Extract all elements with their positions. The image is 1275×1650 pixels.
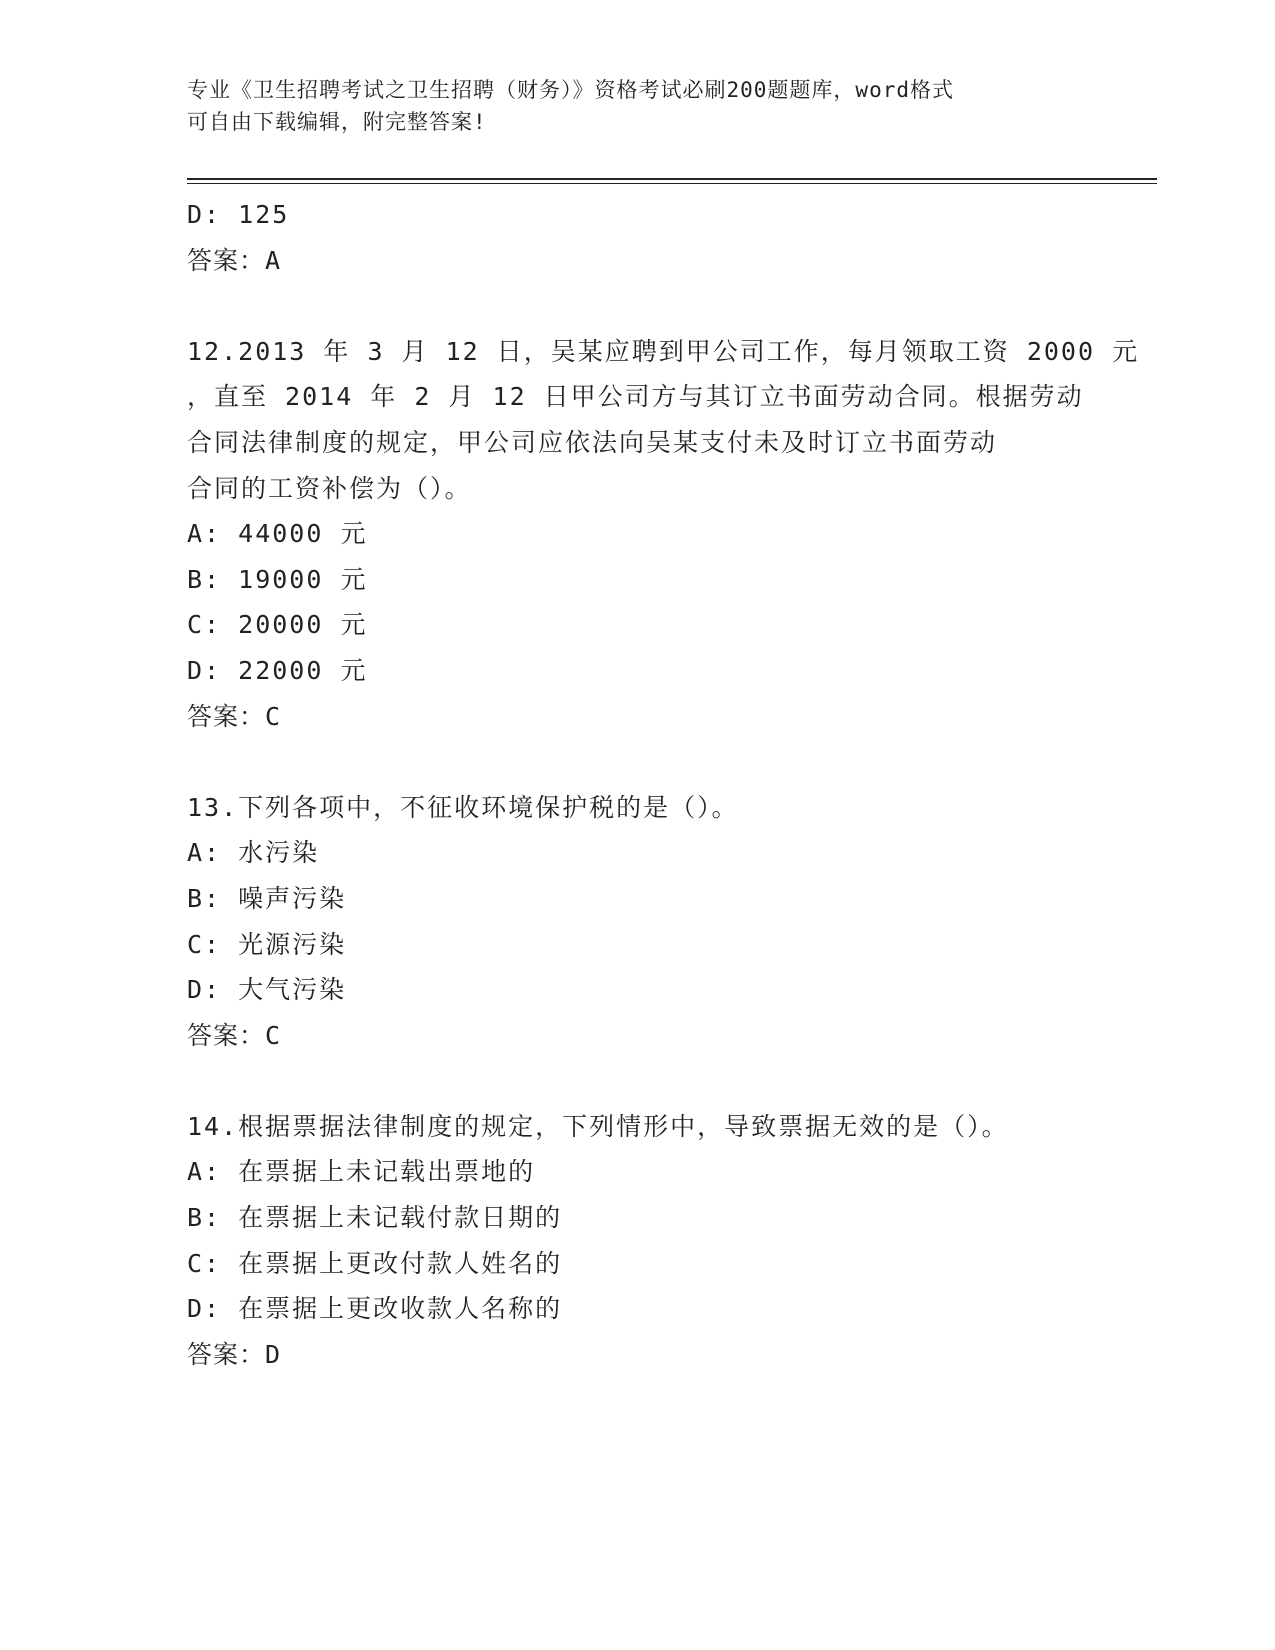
previous-question-tail	[187, 192, 1087, 283]
question-stem-line: ，直至 2014 年 2 月 12 日甲公司方与其订立书面劳动合同。根据劳动	[187, 382, 1084, 412]
option-d: D: 125	[187, 200, 290, 229]
option-b: B: 19000 元	[187, 564, 368, 594]
option-a: A: 在票据上未记载出票地的	[187, 1157, 536, 1187]
answer-line: 答案：D	[187, 1339, 282, 1369]
question-13	[187, 785, 1087, 1059]
question-stem-line: 14.根据票据法律制度的规定，下列情形中，导致票据无效的是（）。	[187, 1111, 1009, 1141]
header-line: 专业《卫生招聘考试之卫生招聘（财务）》资格考试必刷200题题库，word格式	[187, 78, 954, 102]
question-14	[187, 1104, 1087, 1378]
question-stem-line: 13.下列各项中，不征收环境保护税的是（）。	[187, 792, 739, 822]
option-d: D: 大气污染	[187, 975, 347, 1005]
spacer	[187, 1058, 1087, 1104]
option-b: B: 在票据上未记载付款日期的	[187, 1203, 563, 1233]
option-b: B: 噪声污染	[187, 883, 347, 913]
option-d: D: 22000 元	[187, 655, 368, 685]
question-stem-line: 合同的工资补偿为（）。	[187, 473, 472, 503]
spacer	[187, 283, 1087, 329]
question-stem-line: 合同法律制度的规定，甲公司应依法向吴某支付未及时订立书面劳动	[187, 427, 998, 457]
question-12	[187, 329, 1140, 739]
question-stem-line: 12.2013 年 3 月 12 日，吴某应聘到甲公司工作，每月领取工资 2000 元	[187, 336, 1140, 366]
option-c: C: 20000 元	[187, 610, 368, 640]
document-body	[187, 192, 1140, 1377]
header-divider	[187, 178, 1157, 180]
option-d: D: 在票据上更改收款人名称的	[187, 1294, 563, 1324]
header-divider-thin	[187, 183, 1157, 184]
answer-line: 答案：C	[187, 1020, 282, 1050]
answer-line: 答案：C	[187, 701, 282, 731]
option-c: C: 光源污染	[187, 929, 347, 959]
answer-line: 答案：A	[187, 245, 282, 275]
document-header	[187, 74, 1087, 138]
header-line: 可自由下载编辑，附完整答案!	[187, 110, 487, 134]
option-a: A: 44000 元	[187, 519, 368, 549]
option-c: C: 在票据上更改付款人姓名的	[187, 1248, 563, 1278]
spacer	[187, 739, 1087, 785]
option-a: A: 水污染	[187, 838, 320, 868]
